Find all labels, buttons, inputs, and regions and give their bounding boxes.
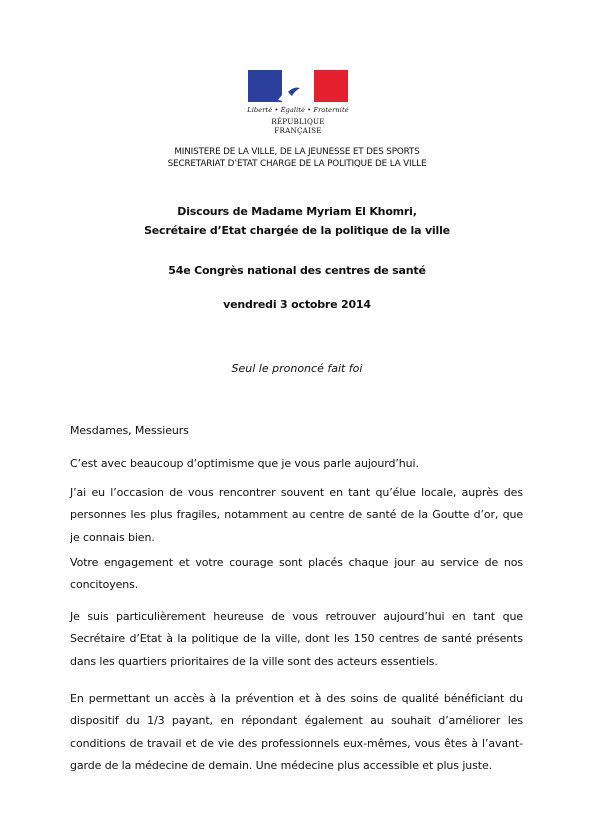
paragraph: J’ai eu l’occasion de vous rencontrer souvent en tant qu’élue locale, auprès des personnes les plus fragiles, notamment au centre de santé de la Goutte d’or, que je connais bien. xyxy=(70,486,523,544)
motto: Liberté • Égalité • Fraternité xyxy=(247,106,349,114)
paragraph: Je suis particulièrement heureuse de vous retrouver aujourd’hui en tant que Secrétaire d’Etat à la politique de la ville, dont les 150 centres de santé présents dans les quartiers prioritaires de la ville sont des acteurs essentiels. xyxy=(70,610,523,668)
disclaimer: Seul le prononcé fait foi xyxy=(231,362,363,375)
marianne-flag-icon xyxy=(248,70,348,102)
paragraph: Votre engagement et votre courage sont placés chaque jour au service de nos concitoyens. xyxy=(70,556,523,592)
paragraph: C’est avec beaucoup d’optimisme que je vous parle aujourd’hui. xyxy=(70,457,419,470)
secretariat-name: SECRETARIAT D’ETAT CHARGE DE LA POLITIQUE DE LA VILLE xyxy=(167,159,427,169)
ministry-name: MINISTERE DE LA VILLE, DE LA JEUNESSE ET DES SPORTS xyxy=(174,147,420,157)
republic-name: RÉPUBLIQUE FRANÇAISE xyxy=(271,117,325,135)
paragraph: En permettant un accès à la prévention et à des soins de qualité bénéficiant du dispositif du 1/3 payant, en répondant également au souhait d’améliorer les conditions de travail et de vie des professionnels eux-mêmes, vous êtes à l’avant-garde de la médecine de demain. Une médecine plus accessible et plus juste. xyxy=(70,692,523,772)
event-name: 54e Congrès national des centres de santé xyxy=(168,264,426,277)
event-date: vendredi 3 octobre 2014 xyxy=(223,298,371,311)
republique-francaise-logo xyxy=(247,70,349,135)
speech-title: Discours de Madame Myriam El Khomri, xyxy=(177,205,417,218)
speaker-role: Secrétaire d’Etat chargée de la politique de la ville xyxy=(144,224,450,237)
salutation: Mesdames, Messieurs xyxy=(70,424,189,437)
